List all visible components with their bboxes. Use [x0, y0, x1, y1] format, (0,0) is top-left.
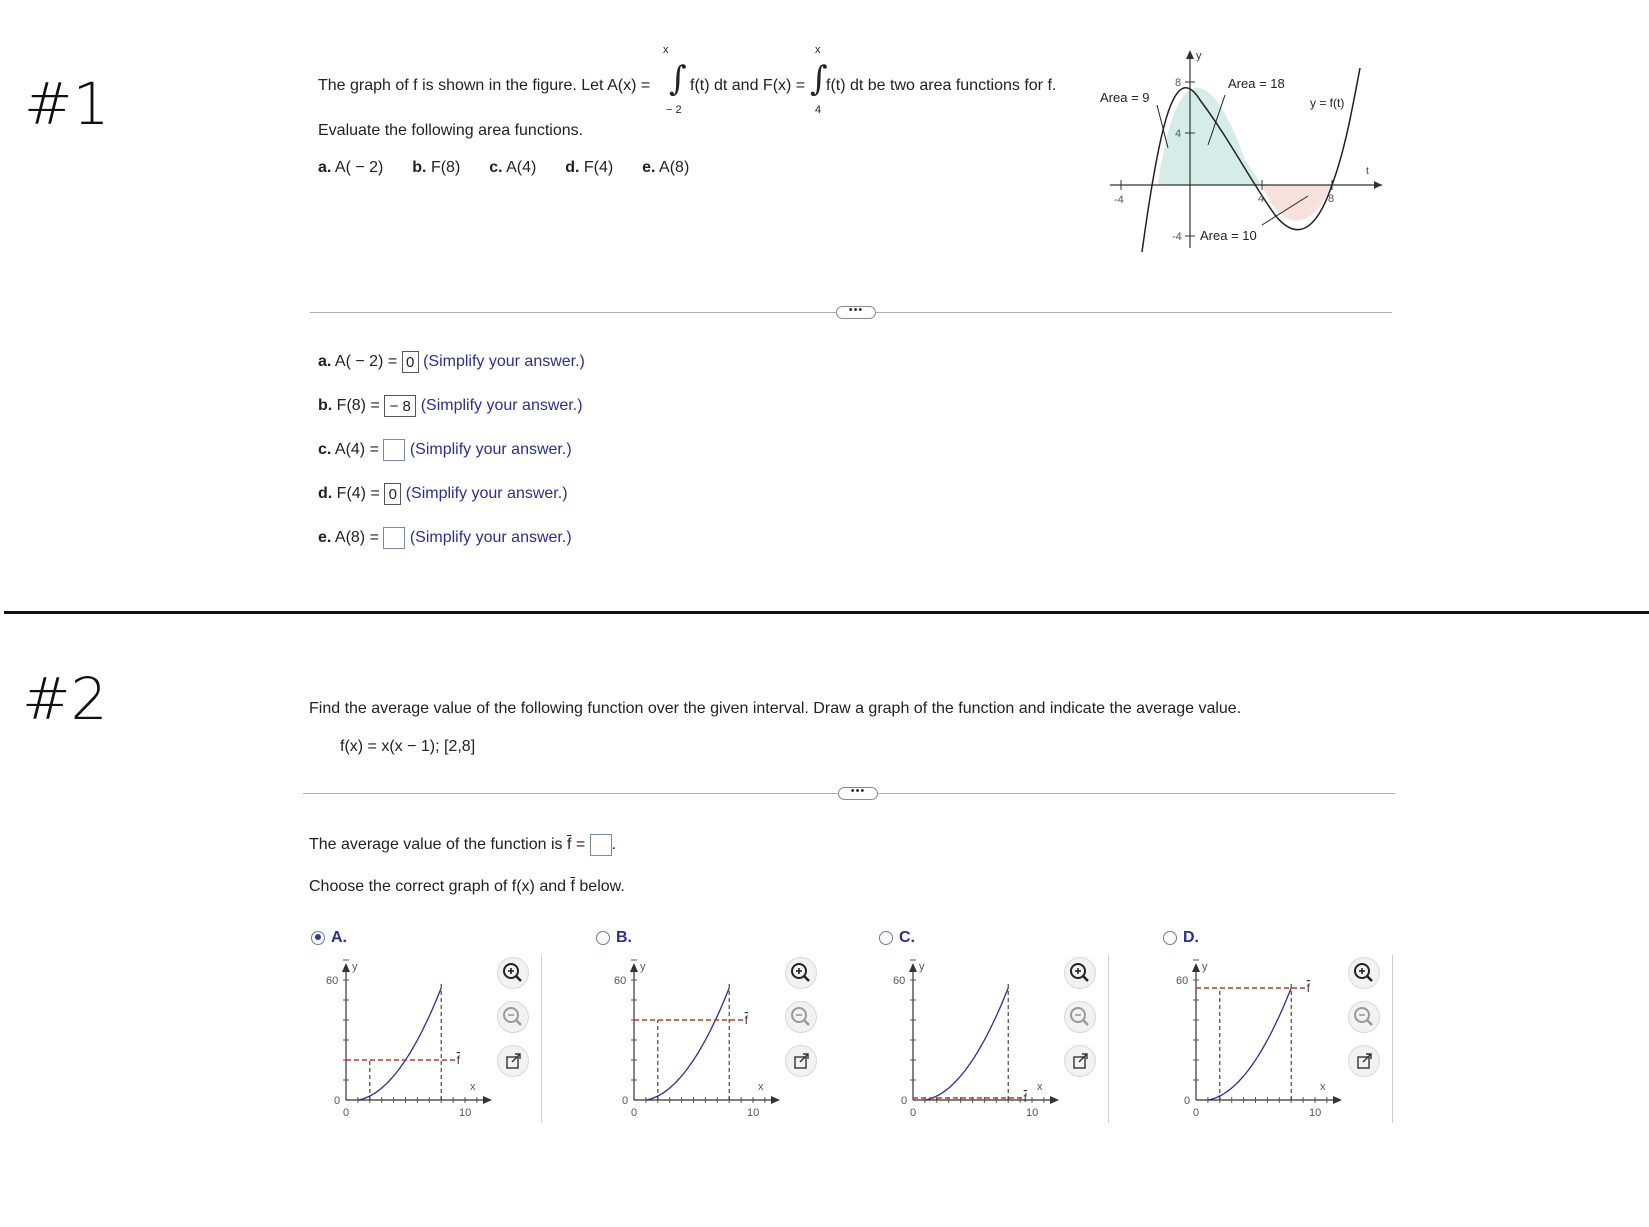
equals-sign: =: [575, 836, 586, 854]
option-d-popout-icon[interactable]: [1348, 1045, 1380, 1077]
option-b-graph: [606, 955, 786, 1125]
intro-text-2: f(t) dt and F(x) =: [690, 77, 806, 94]
answer-e-input[interactable]: [383, 527, 405, 549]
answer-c-hint: (Simplify your answer.): [409, 441, 572, 459]
x-tick-label-8: 8: [1328, 193, 1335, 205]
y-axis-arrow: [630, 963, 638, 972]
function-curve: [1208, 988, 1291, 1100]
choose-graph-tail: below.: [579, 878, 625, 895]
answer-b-input[interactable]: − 8: [384, 395, 416, 417]
y-tick-label-8: 8: [1175, 77, 1182, 89]
x-axis-arrow: [1333, 1096, 1342, 1104]
option-c[interactable]: [879, 929, 915, 947]
prompt-text: Find the average value of the following function over the given interval. Draw a graph of the function and indicate the average value.: [309, 700, 1242, 717]
period: .: [611, 836, 617, 854]
y-tick-label-0: 0: [622, 1095, 629, 1107]
option-d-zoom-in-icon[interactable]: [1348, 957, 1380, 989]
option-c-label: C.: [899, 929, 915, 946]
y-axis-arrow: [1192, 963, 1200, 972]
y-axis-label: y: [919, 961, 925, 973]
answer-b-letter: b.: [318, 397, 333, 415]
part-d-expr: F(4): [583, 159, 614, 176]
option-a[interactable]: [311, 929, 347, 947]
answer-a-input[interactable]: 0: [402, 351, 419, 373]
x-tick-label-0: 0: [631, 1107, 638, 1119]
option-d-radio[interactable]: [1163, 931, 1177, 945]
curve-label: y = f(t): [1310, 96, 1345, 110]
option-b-zoom-out-icon[interactable]: [785, 1001, 817, 1033]
area10-label: Area = 10: [1200, 228, 1257, 243]
answer-b-hint: (Simplify your answer.): [420, 397, 583, 415]
average-value-label: f: [1306, 981, 1311, 995]
option-a-zoom-out-icon[interactable]: [497, 1001, 529, 1033]
evaluate-text: Evaluate the following area functions.: [318, 122, 584, 139]
option-b-zoom-in-icon[interactable]: [785, 957, 817, 989]
x-tick-label-0: 0: [910, 1107, 917, 1119]
y-axis-arrow: [342, 963, 350, 972]
answer-b-expr: F(8) =: [336, 397, 380, 415]
part-e-expr: A(8): [659, 159, 690, 176]
answer-d-input[interactable]: 0: [384, 483, 401, 505]
t-axis-label: t: [1366, 166, 1369, 177]
x-tick-label-10: 10: [459, 1107, 472, 1119]
answer-d-hint: (Simplify your answer.): [405, 485, 568, 503]
answer-row-d: [318, 483, 568, 505]
option-c-zoom-out-icon[interactable]: [1064, 1001, 1096, 1033]
option-a-label: A.: [331, 929, 347, 946]
part-c-expr: A(4): [506, 159, 537, 176]
answer-c-input[interactable]: [383, 439, 405, 461]
option-c-popout-icon[interactable]: [1064, 1045, 1096, 1077]
option-b-popout-icon[interactable]: [785, 1045, 817, 1077]
x-axis-label: x: [758, 1081, 764, 1093]
y-tick-label-60: 60: [1176, 975, 1189, 987]
area18-label: Area = 18: [1228, 76, 1285, 91]
option-d-graph: [1168, 955, 1348, 1125]
option-divider-1: [541, 955, 542, 1123]
answer-row-c: [318, 439, 572, 461]
average-value-input[interactable]: [590, 834, 612, 856]
int1-upper: x: [663, 44, 669, 56]
x-tick-label-0: 0: [1193, 1107, 1200, 1119]
y-tick-label-0: 0: [334, 1095, 341, 1107]
option-c-radio[interactable]: [879, 931, 893, 945]
answer-e-expr: A(8) =: [334, 529, 379, 547]
y-tick-label-neg4: -4: [1172, 231, 1182, 243]
average-value-label: f: [456, 1053, 461, 1067]
part-a-letter: a.: [318, 159, 332, 176]
option-a-popout-icon[interactable]: [497, 1045, 529, 1077]
y-tick-label-60: 60: [893, 975, 906, 987]
x-tick-label-10: 10: [747, 1107, 760, 1119]
answer-row-a: [318, 351, 585, 373]
x-axis-arrow: [771, 1096, 780, 1104]
y-axis-label: y: [1202, 961, 1208, 973]
y-tick-label-0: 0: [901, 1095, 908, 1107]
x-axis-label: x: [470, 1081, 476, 1093]
x-axis-label: x: [1037, 1081, 1043, 1093]
answer-a-hint: (Simplify your answer.): [423, 353, 585, 371]
option-b[interactable]: [596, 929, 632, 947]
int1-lower: − 2: [666, 104, 682, 116]
function-curve: [358, 988, 441, 1100]
integral-sign-2: ∫: [810, 59, 828, 99]
y-axis-label: y: [352, 961, 358, 973]
option-divider-3: [1392, 955, 1393, 1123]
answer-a-expr: A( − 2) =: [334, 353, 398, 371]
part-c-letter: c.: [489, 159, 503, 176]
part-a-expr: A( − 2): [334, 159, 384, 176]
function-curve: [925, 988, 1008, 1100]
y-axis-label: y: [640, 961, 646, 973]
option-b-label: B.: [616, 929, 632, 946]
answer-a-letter: a.: [318, 353, 332, 371]
option-d[interactable]: [1163, 929, 1199, 947]
x-tick-label-0: 0: [343, 1107, 350, 1119]
t-axis-arrow: [1374, 181, 1382, 189]
choose-graph-row: [309, 878, 625, 896]
answer-c-letter: c.: [318, 441, 332, 459]
average-value-row: [309, 834, 616, 856]
part-e-letter: e.: [642, 159, 656, 176]
average-value-text: The average value of the function is: [309, 836, 563, 854]
y-axis-label: y: [1196, 50, 1202, 62]
option-d-label: D.: [1183, 929, 1199, 946]
expand-more-button-1[interactable]: •••: [836, 306, 876, 319]
area-function-graph: [1095, 40, 1395, 265]
answer-d-letter: d.: [318, 485, 333, 503]
x-axis-arrow: [1050, 1096, 1059, 1104]
option-b-radio[interactable]: [596, 931, 610, 945]
y-tick-label-0: 0: [1184, 1095, 1191, 1107]
answer-c-expr: A(4) =: [334, 441, 379, 459]
y-tick-label-4: 4: [1175, 128, 1182, 140]
expand-more-button-2[interactable]: •••: [838, 787, 878, 800]
answer-e-letter: e.: [318, 529, 332, 547]
area9-label: Area = 9: [1100, 90, 1150, 105]
part-b-letter: b.: [412, 159, 427, 176]
intro-text-1: The graph of f is shown in the figure. Let A(x) =: [318, 77, 651, 94]
answer-d-expr: F(4) =: [336, 485, 380, 503]
problem-1-marker: #1: [24, 70, 110, 138]
int2-upper: x: [815, 44, 821, 56]
int2-lower: 4: [815, 104, 822, 116]
x-tick-label-neg4: -4: [1114, 194, 1124, 206]
x-tick-label-10: 10: [1026, 1107, 1039, 1119]
part-b-expr: F(8): [430, 159, 461, 176]
x-tick-label-4: 4: [1258, 193, 1265, 205]
option-a-zoom-in-icon[interactable]: [497, 957, 529, 989]
y-axis-arrow: [1186, 50, 1194, 59]
y-tick-label-60: 60: [326, 975, 339, 987]
option-a-radio[interactable]: [311, 931, 325, 945]
answer-row-b: [318, 395, 583, 417]
x-axis-arrow: [483, 1096, 492, 1104]
function-text: f(x) = x(x − 1); [2,8]: [340, 738, 476, 755]
problem-divider: [4, 611, 1649, 614]
option-c-graph: [885, 955, 1065, 1125]
parts-list: [318, 159, 689, 177]
choose-fbar-symbol: $\overline{f}$: [570, 878, 575, 895]
x-tick-label-10: 10: [1309, 1107, 1322, 1119]
y-tick-label-60: 60: [614, 975, 627, 987]
area9-pointer: [1157, 105, 1168, 148]
fbar-symbol: $\overline{f}$: [566, 836, 572, 854]
average-value-label: f: [1023, 1091, 1028, 1105]
part-d-letter: d.: [565, 159, 580, 176]
answer-row-e: [318, 527, 572, 549]
intro-text-3: f(t) dt be two area functions for f.: [826, 77, 1057, 94]
option-divider-2: [1108, 955, 1109, 1123]
x-axis-label: x: [1320, 1081, 1326, 1093]
option-d-zoom-out-icon[interactable]: [1348, 1001, 1380, 1033]
choose-graph-text: Choose the correct graph of f(x) and: [309, 878, 567, 895]
answer-e-hint: (Simplify your answer.): [409, 529, 572, 547]
option-a-graph: [318, 955, 498, 1125]
average-value-label: f: [744, 1013, 749, 1027]
function-curve: [646, 988, 729, 1100]
integral-sign-1: ∫: [669, 59, 687, 99]
option-c-zoom-in-icon[interactable]: [1064, 957, 1096, 989]
problem-2-marker: #2: [22, 665, 108, 733]
y-axis-arrow: [909, 963, 917, 972]
